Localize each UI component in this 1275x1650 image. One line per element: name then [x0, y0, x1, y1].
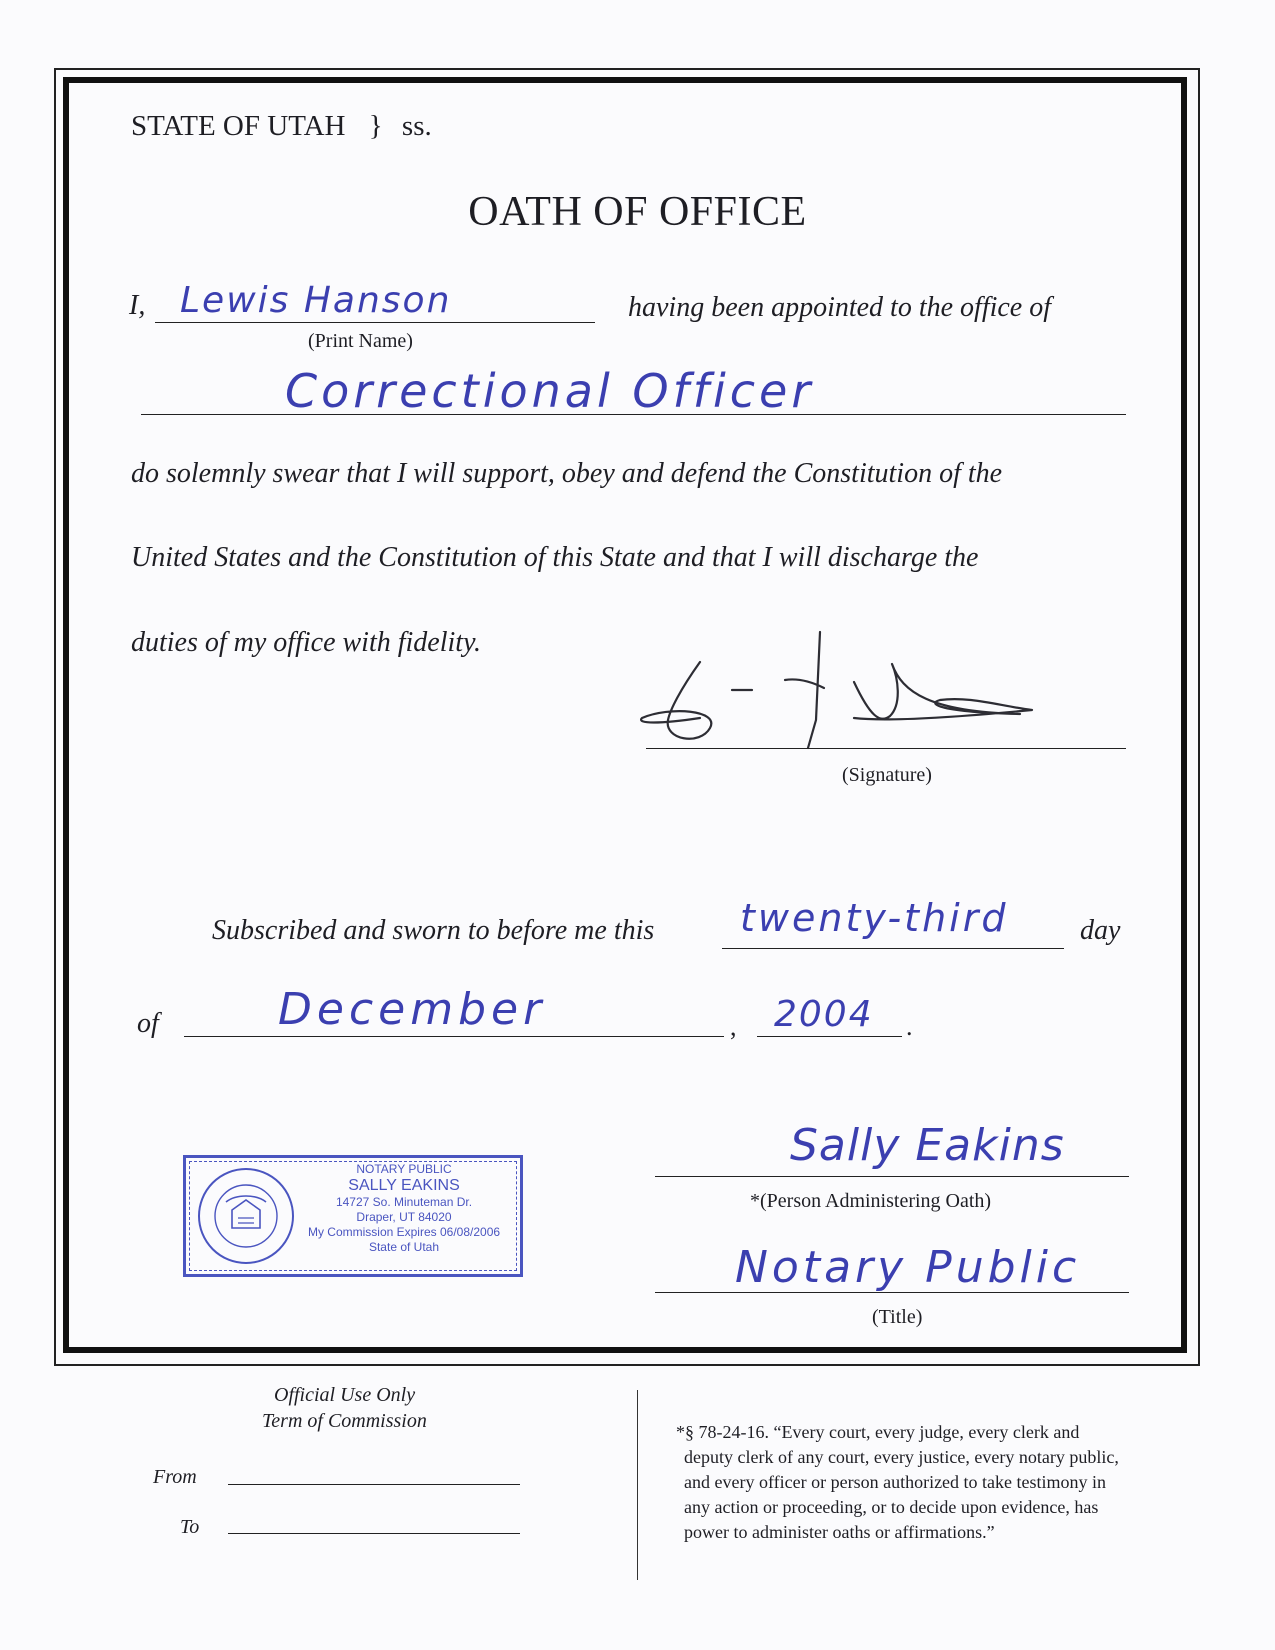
- oath-line-1: do solemnly swear that I will support, obey and defend the Constitution of the: [131, 458, 1003, 489]
- stamp-name: SALLY EAKINS: [348, 1177, 460, 1194]
- handwritten-year: 2004: [774, 994, 874, 1035]
- state-label: STATE OF UTAH: [131, 110, 346, 142]
- page-title: OATH OF OFFICE: [468, 189, 807, 235]
- handwritten-title: Notary Public: [735, 1242, 1081, 1293]
- state-seal-icon: [196, 1166, 296, 1266]
- day-line: [722, 948, 1064, 949]
- administrator-signature: Sally Eakins: [790, 1120, 1065, 1171]
- to-line: [228, 1533, 520, 1534]
- officer-signature: [640, 620, 1100, 750]
- handwritten-month: December: [278, 984, 547, 1035]
- from-label: From: [153, 1466, 197, 1488]
- oath-line-2: United States and the Constitution of this State and that I will discharge the: [131, 542, 979, 573]
- stamp-title: NOTARY PUBLIC: [356, 1162, 452, 1176]
- subscribed-text: Subscribed and sworn to before me this: [212, 915, 655, 946]
- handwritten-office: Correctional Officer: [285, 364, 815, 418]
- official-use-heading: Official Use Only: [274, 1384, 416, 1406]
- name-line: [155, 322, 595, 323]
- vertical-divider: [637, 1390, 638, 1580]
- handwritten-name: Lewis Hanson: [180, 280, 452, 321]
- signature-caption: (Signature): [842, 764, 932, 786]
- i-prefix: I,: [129, 290, 146, 321]
- venue-header: [131, 110, 432, 143]
- stamp-address-1: 14727 So. Minuteman Dr.: [335, 1195, 473, 1209]
- stamp-address-2: Draper, UT 84020: [356, 1210, 452, 1224]
- print-name-caption: (Print Name): [308, 330, 413, 352]
- footnote-line-1: *§ 78-24-16. “Every court, every judge, every clerk and: [676, 1422, 1080, 1442]
- term-heading: Term of Commission: [262, 1410, 427, 1432]
- title-caption: (Title): [872, 1306, 923, 1328]
- administrator-caption: *(Person Administering Oath): [750, 1190, 992, 1212]
- statute-footnote: [676, 1420, 1119, 1545]
- footnote-line-3: and every officer or person authorized to take testimony in: [684, 1472, 1107, 1492]
- period: .: [906, 1012, 913, 1041]
- from-line: [228, 1484, 520, 1485]
- year-line: [757, 1036, 902, 1037]
- comma: ,: [730, 1012, 737, 1041]
- signature-line: [646, 748, 1126, 749]
- ss-label: ss.: [401, 110, 432, 142]
- footnote-line-2: deputy clerk of any court, every justice, every notary public,: [684, 1447, 1119, 1467]
- oath-line-3: duties of my office with fidelity.: [131, 627, 481, 658]
- month-line: [184, 1036, 724, 1037]
- brace: }: [368, 110, 383, 142]
- appointed-text: having been appointed to the office of: [628, 292, 1052, 323]
- stamp-commission: My Commission Expires 06/08/2006: [307, 1225, 501, 1239]
- notary-stamp: [183, 1155, 523, 1277]
- footnote-line-5: power to administer oaths or affirmations.”: [684, 1522, 995, 1542]
- stamp-state: State of Utah: [368, 1240, 440, 1254]
- stamp-text: [296, 1162, 512, 1255]
- administrator-line: [655, 1176, 1129, 1177]
- footnote-line-4: any action or proceeding, or to decide upon evidence, has: [684, 1497, 1099, 1517]
- day-word: day: [1080, 915, 1121, 946]
- of-word: of: [137, 1008, 159, 1039]
- to-label: To: [180, 1516, 200, 1538]
- handwritten-day: twenty-third: [740, 896, 1009, 940]
